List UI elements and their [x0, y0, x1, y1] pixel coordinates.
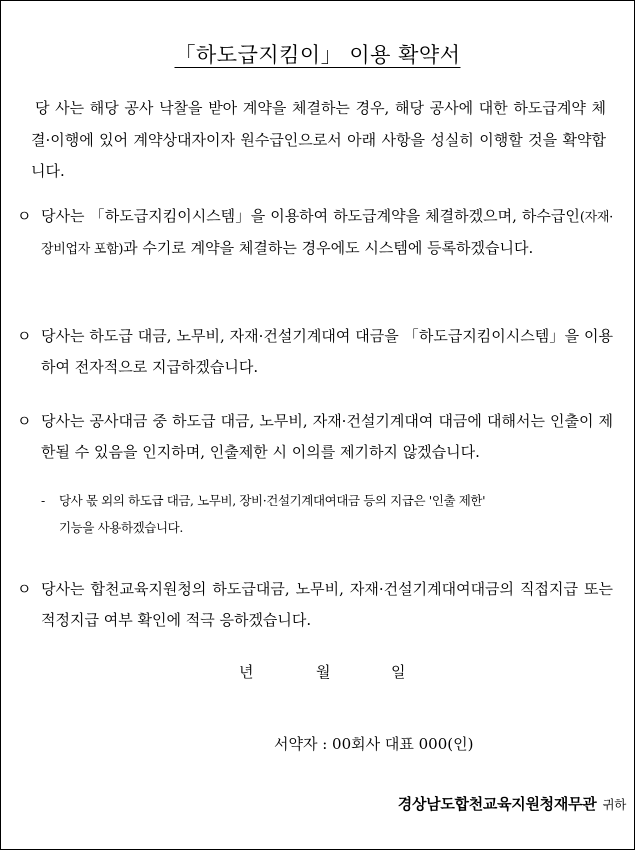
pledge-item-4 — [17, 574, 613, 636]
pledge-item-3 — [17, 406, 613, 468]
bullet-icon: ㅇ — [17, 327, 32, 345]
pledge-item-text: 당사는 합천교육지원청의 하도급대금, 노무비, 자재·건설기계대여대금의 직접지급 또는 적정지급 여부 확인에 적극 응하겠습니다. — [41, 580, 613, 629]
pledge-item-text: 당사는 「하도급지킴이시스템」을 이용하여 하도급계약을 체결하겠으며, 하수급인(자재·장비업자 포함)과 수기로 계약을 체결하는 경우에도 시스템에 등록하겠습니다. — [41, 207, 613, 257]
signer-line: 서약자 : 00회사 대표 000(인) — [274, 735, 474, 753]
pledge-item-text: 당사는 공사대금 중 하도급 대금, 노무비, 자재·건설기계대여 대금에 대해서는 인출이 제한될 수 있음을 인지하며, 인출제한 시 이의를 제기하지 않겠습니다. — [41, 412, 613, 461]
pledge-item-2 — [17, 321, 613, 383]
bullet-icon: ㅇ — [17, 580, 32, 598]
date-year: 년 — [239, 663, 254, 681]
document-title: 「하도급지킴이」 이용 확약서 — [174, 43, 461, 67]
honorific: 귀하 — [602, 797, 626, 812]
pledge-sub-note: - 당사 몫 외의 하도급 대금, 노무비, 장비·건설기계대여대금 등의 지급은 '인출 제한' 기능을 사용하겠습니다. — [41, 487, 631, 541]
bullet-icon: ㅇ — [17, 207, 32, 225]
pledge-item-1 — [17, 201, 613, 265]
date-day: 일 — [391, 663, 406, 681]
dash-marker: - — [41, 493, 45, 508]
pledge-item-text: 당사는 하도급 대금, 노무비, 자재·건설기계대여 대금을 「하도급지킴이시스템」을 이용하여 전자적으로 지급하겠습니다. — [41, 327, 613, 376]
intro-paragraph: 당 사는 해당 공사 낙찰을 받아 계약을 체결하는 경우, 해당 공사에 대한 하도급계약 체결·이행에 있어 계약상대자이자 원수급인으로서 아래 사항을 성실히 이행할 것을 확약합니다. — [31, 99, 606, 180]
bullet-icon: ㅇ — [17, 412, 32, 430]
date-month: 월 — [316, 663, 331, 681]
recipient-line: 경상남도합천교육지원청재무관 귀하 — [397, 795, 626, 813]
